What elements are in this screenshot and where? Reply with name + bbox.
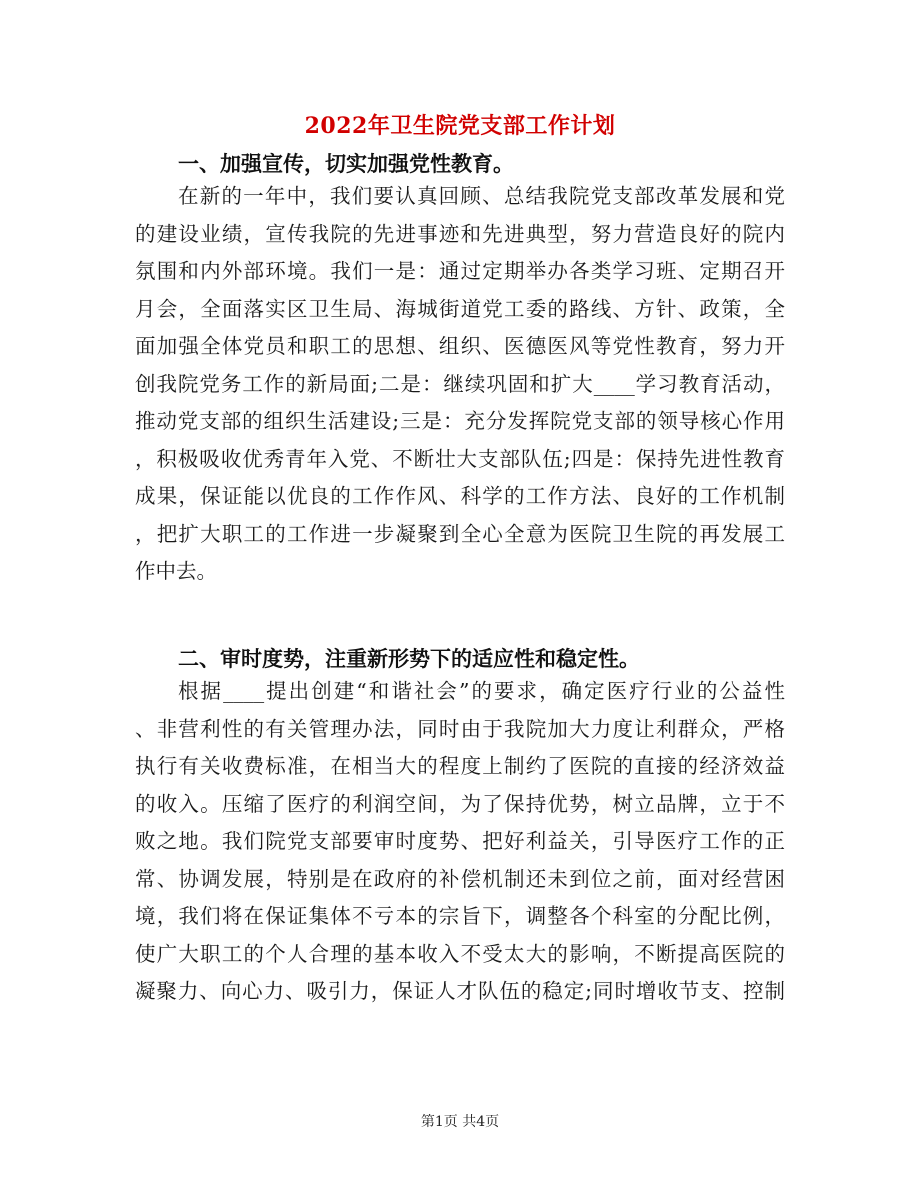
document-title: 2022年卫生院党支部工作计划: [304, 113, 616, 139]
paragraph-line: 推动党支部的组织生活建设;三是：充分发挥院党支部的领导核心作用: [135, 409, 785, 433]
section-1-heading: 一、加强宣传，切实加强党性教育。: [178, 151, 514, 176]
paragraph-line: 成果，保证能以优良的工作作风、科学的工作方法、良好的工作机制: [135, 484, 785, 508]
paragraph-line: 作中去。: [135, 559, 217, 583]
page-number-footer: 第1页 共4页: [420, 1114, 500, 1130]
paragraph-line: 败之地。我们院党支部要审时度势、把好利益关，引导医疗工作的正: [135, 829, 785, 853]
paragraph-line: 月会，全面落实区卫生局、海城街道党工委的路线、方针、政策，全: [135, 296, 785, 321]
section-2-heading: 二、审时度势，注重新形势下的适应性和稳定性。: [178, 646, 640, 671]
paragraph-line: 的建设业绩，宣传我院的先进事迹和先进典型，努力营造良好的院内: [135, 221, 785, 246]
paragraph-line: 面加强全体党员和职工的思想、组织、医德医风等党性教育，努力开: [135, 334, 785, 358]
paragraph-line: 境，我们将在保证集体不亏本的宗旨下，调整各个科室的分配比例，: [135, 904, 785, 928]
paragraph-line: 的收入。压缩了医疗的利润空间，为了保持优势，树立品牌，立于不: [135, 791, 785, 816]
paragraph-line: 凝聚力、向心力、吸引力，保证人才队伍的稳定;同时增收节支、控制: [135, 979, 785, 1003]
paragraph-line: ，积极吸收优秀青年入党、不断壮大支部队伍;四是：保持先进性教育: [135, 446, 785, 471]
section-2-paragraph: [135, 673, 785, 1011]
paragraph-line: 根据____提出创建“和谐社会”的要求，确定医疗行业的公益性: [178, 679, 785, 703]
paragraph-line: 、非营利性的有关管理办法，同时由于我院加大力度让利群众，严格: [135, 716, 785, 741]
section-1-paragraph: [135, 178, 785, 591]
paragraph-line: 执行有关收费标准，在相当大的程度上制约了医院的直接的经济效益: [135, 754, 785, 778]
paragraph-line: ，把扩大职工的工作进一步凝聚到全心全意为医院卫生院的再发展工: [135, 521, 785, 546]
paragraph-line: 氛围和内外部环境。我们一是：通过定期举办各类学习班、定期召开: [135, 259, 785, 283]
paragraph-line: 在新的一年中，我们要认真回顾、总结我院党支部改革发展和党: [178, 184, 785, 208]
paragraph-line: 使广大职工的个人合理的基本收入不受太大的影响，不断提高医院的: [135, 941, 785, 966]
paragraph-line: 创我院党务工作的新局面;二是：继续巩固和扩大____学习教育活动，: [135, 371, 785, 396]
paragraph-line: 常、协调发展，特别是在政府的补偿机制还未到位之前，面对经营困: [135, 866, 785, 891]
